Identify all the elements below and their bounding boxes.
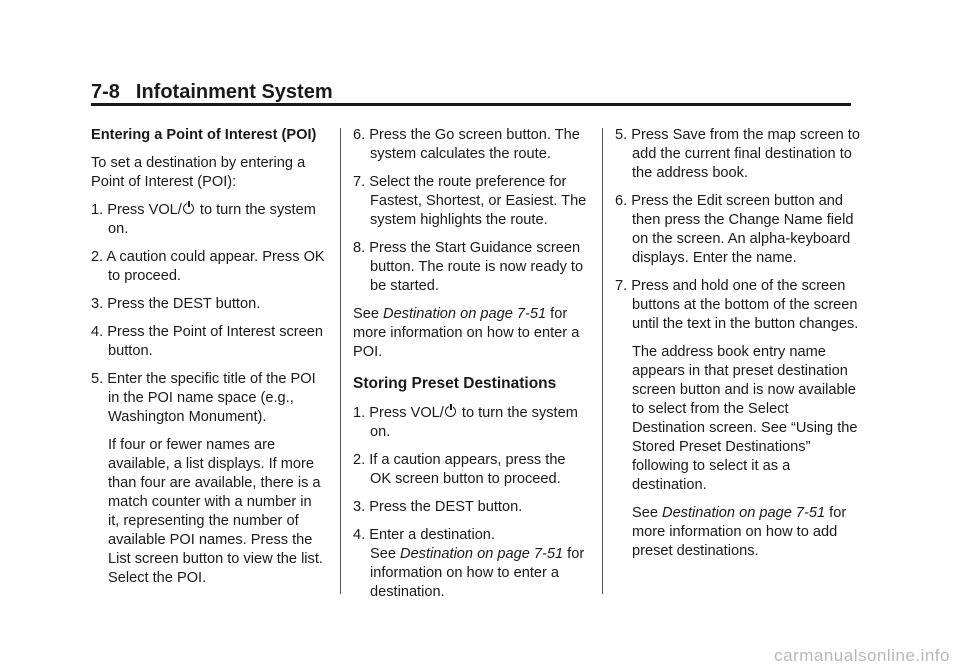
preset-see-reference xyxy=(632,504,860,561)
column-divider-2 xyxy=(602,128,603,594)
preset-step-4-see xyxy=(370,545,588,602)
section-heading-preset: Storing Preset Destinations xyxy=(353,375,557,392)
poi-step-1 xyxy=(91,201,326,239)
preset-step-5: 5. Press Save from the map screen to add the current final destination to the address book. xyxy=(615,127,860,181)
poi-heading: Entering a Point of Interest (POI) xyxy=(91,127,317,143)
poi-see-reference xyxy=(353,305,588,362)
watermark: carmanualsonline.info xyxy=(774,646,950,665)
column-divider-1 xyxy=(340,128,341,594)
poi-step-7: 7. Select the route preference for Fastest, Shortest, or Easiest. The system highlights the route. xyxy=(353,174,587,228)
see-pre: See xyxy=(353,306,384,322)
column-1 xyxy=(91,126,326,597)
preset-step-1-pre: 1. Press VOL/ xyxy=(353,405,444,421)
power-icon xyxy=(183,203,194,214)
poi-step-1-pre: 1. Press VOL/ xyxy=(91,202,182,218)
poi-step-2: 2. A caution could appear. Press OK to proceed. xyxy=(91,249,325,284)
see-post: for more information on how to add preset destinations. xyxy=(632,505,847,559)
preset-step-3: 3. Press the DEST button. xyxy=(353,499,523,515)
power-icon xyxy=(445,406,456,417)
see-post: for information on how to enter a destination. xyxy=(370,546,585,600)
poi-step-1-post: to turn the system on. xyxy=(108,202,316,237)
column-3 xyxy=(615,126,860,570)
page-header xyxy=(91,80,851,104)
see-pre: See xyxy=(632,505,663,521)
preset-step-7: 7. Press and hold one of the screen buttons at the bottom of the screen until the text in the button changes. xyxy=(615,278,859,332)
preset-step-1 xyxy=(353,404,588,442)
see-ref-link: Destination on page 7-51 xyxy=(400,546,564,562)
header-rule xyxy=(91,103,851,106)
poi-step-8: 8. Press the Start Guidance screen button. The route is now ready to be started. xyxy=(353,240,584,294)
see-pre: See xyxy=(370,546,401,562)
preset-step-2: 2. If a caution appears, press the OK screen button to proceed. xyxy=(353,452,566,487)
see-ref-link: Destination on page 7-51 xyxy=(662,505,826,521)
see-ref-link: Destination on page 7-51 xyxy=(383,306,547,322)
preset-step-7-detail: The address book entry name appears in that preset destination screen button and is now available to select from the Select Destination screen. See “Using the Stored Preset Destinations” following to select it as a destination. xyxy=(632,344,858,493)
poi-step-4: 4. Press the Point of Interest screen button. xyxy=(91,324,323,359)
preset-step-1-post: to turn the system on. xyxy=(370,405,578,440)
poi-step-5-detail: If four or fewer names are available, a list displays. If more than four are available, there is a match counter with a number in it, representing the number of available POI names. Press the List screen button to view the list. Select the POI. xyxy=(108,437,323,586)
preset-step-6: 6. Press the Edit screen button and then press the Change Name field on the screen. An alpha-keyboard displays. Enter the name. xyxy=(615,193,854,266)
poi-step-3: 3. Press the DEST button. xyxy=(91,296,261,312)
poi-intro: To set a destination by entering a Point of Interest (POI): xyxy=(91,155,306,190)
page-number: 7-8 xyxy=(91,81,120,103)
see-post: for more information on how to enter a POI. xyxy=(353,306,580,360)
preset-step-4: 4. Enter a destination. xyxy=(353,527,495,543)
column-2 xyxy=(353,126,588,611)
chapter-title: Infotainment System xyxy=(135,81,333,103)
poi-step-6: 6. Press the Go screen button. The system calculates the route. xyxy=(353,127,580,162)
poi-step-5: 5. Enter the specific title of the POI in the POI name space (e.g., Washington Monument). xyxy=(91,371,316,425)
